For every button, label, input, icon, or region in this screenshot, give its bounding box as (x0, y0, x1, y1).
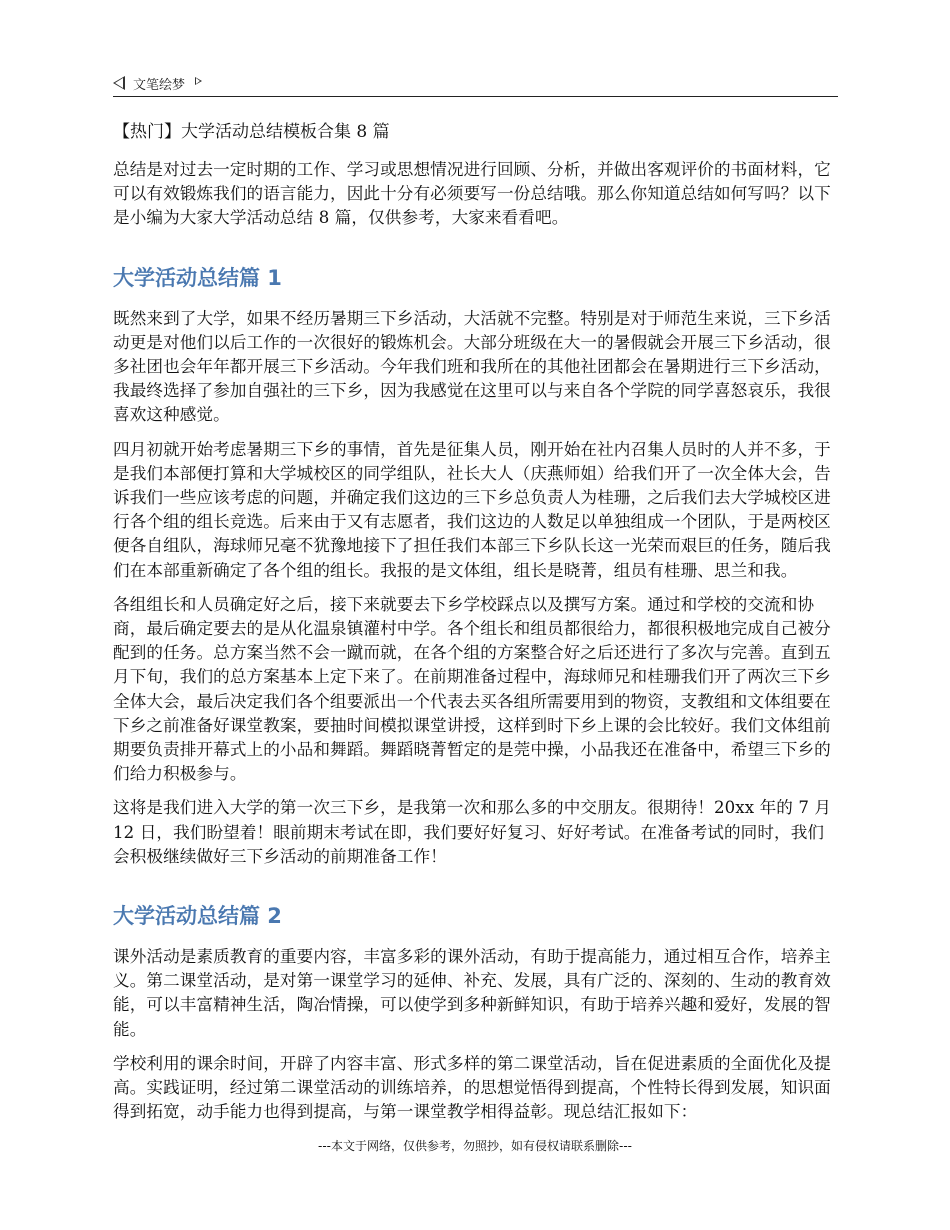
triangle-right-icon (195, 77, 202, 85)
triangle-left-icon (113, 76, 125, 90)
section-1-heading: 大学活动总结篇 1 (113, 265, 282, 290)
section-1-paragraph-1: 既然来到了大学，如果不经历暑期三下乡活动，大活就不完整。特别是对于师范生来说，三下乡活动更是对他们以后工作的一次很好的锻炼机会。大部分班级在大一的暑假就会开展三下乡活动，很多社团也会年年都开展三下乡活动。今年我们班和我所在的其他社团都会在暑期进行三下乡活动，我最终选择了参加自强社的三下乡，因为我感觉在这里可以与来自各个学院的同学喜怒哀乐，我很喜欢这种感觉。 (113, 308, 831, 425)
page-footer: ---本文于网络，仅供参考，勿照抄，如有侵权请联系删除--- (318, 1139, 632, 1153)
section-2-paragraph-1: 课外活动是素质教育的重要内容，丰富多彩的课外活动，有助于提高能力，通过相互合作，培养主义。第二课堂活动，是对第一课堂学习的延伸、补充、发展，具有广泛的、深刻的、生动的教育效能，可以丰富精神生活，陶冶情操，可以使学到多种新鲜知识，有助于培养兴趣和爱好，发展的智能。 (113, 947, 831, 1039)
document-title: 【热门】大学活动总结模板合集 8 篇 (113, 122, 390, 142)
section-1-paragraph-4: 这将是我们进入大学的第一次三下乡，是我第一次和那么多的中交朋友。很期待！20xx 年的 7 月 12 日，我们盼望着！眼前期末考试在即，我们要好好复习、好好考试。在准备考试的同时，我们会积极继续做好三下乡活动的前期准备工作！ (113, 798, 832, 866)
document-body (113, 120, 840, 1135)
section-2-paragraph-2: 学校利用的课余时间，开辟了内容丰富、形式多样的第二课堂活动，旨在促进素质的全面优化及提高。实践证明，经过第二课堂活动的训练培养，的思想觉悟得到提高，个性特长得到发展，知识面得到拓宽，动手能力也得到提高，与第一课堂教学相得益彰。现总结汇报如下： (113, 1053, 831, 1122)
section-1-paragraph-3: 各组组长和人员确定好之后，接下来就要去下乡学校踩点以及撰写方案。通过和学校的交流和协商，最后确定要去的是从化温泉镇灌村中学。各个组长和组员都很给力，都很积极地完成自己被分配到的任务。总方案当然不会一蹴而就，在各个组的方案整合好之后还进行了多次与完善。直到五月下旬，我们的总方案基本上定下来了。在前期准备过程中，海球师兄和桂珊我们开了两次三下乡全体大会，最后决定我们各个组要派出一个代表去买各组所需要用到的物资，支教组和文体组要在下乡之前准备好课堂教案，要抽时间模拟课堂讲授，这样到时下乡上课的会比较好。我们文体组前期要负责排开幕式上的小品和舞蹈。舞蹈晓菁暂定的是莞中操，小品我还在准备中，希望三下乡的们给力积极参与。 (113, 594, 831, 784)
intro-paragraph: 总结是对过去一定时期的工作、学习或思想情况进行回顾、分析，并做出客观评价的书面材料，它可以有效锻炼我们的语言能力，因此十分有必须要写一份总结哦。那么你知道总结如何写吗？以下是小编为大家大学活动总结 8 篇，仅供参考，大家来看看吧。 (113, 160, 831, 228)
page-header (113, 70, 838, 97)
section-2-heading: 大学活动总结篇 2 (113, 904, 282, 929)
section-1-paragraph-2: 四月初就开始考虑暑期三下乡的事情，首先是征集人员，刚开始在社内召集人员时的人并不多，于是我们本部便打算和大学城校区的同学组队，社长大人（庆燕师姐）给我们开了一次全体大会，告诉我们一些应该考虑的问题，并确定我们这边的三下乡总负责人为桂珊，之后我们去大学城校区进行各个组的组长竞选。后来由于又有志愿者，我们这边的人数足以单独组成一个团队，于是两校区便各自组队，海球师兄毫不犹豫地接下了担任我们本部三下乡队长这一光荣而艰巨的任务，随后我们在本部重新确定了各个组的组长。我报的是文体组，组长是晓菁，组员有桂珊、思兰和我。 (113, 439, 831, 580)
brand-name: 文笔绘梦 (133, 77, 186, 93)
